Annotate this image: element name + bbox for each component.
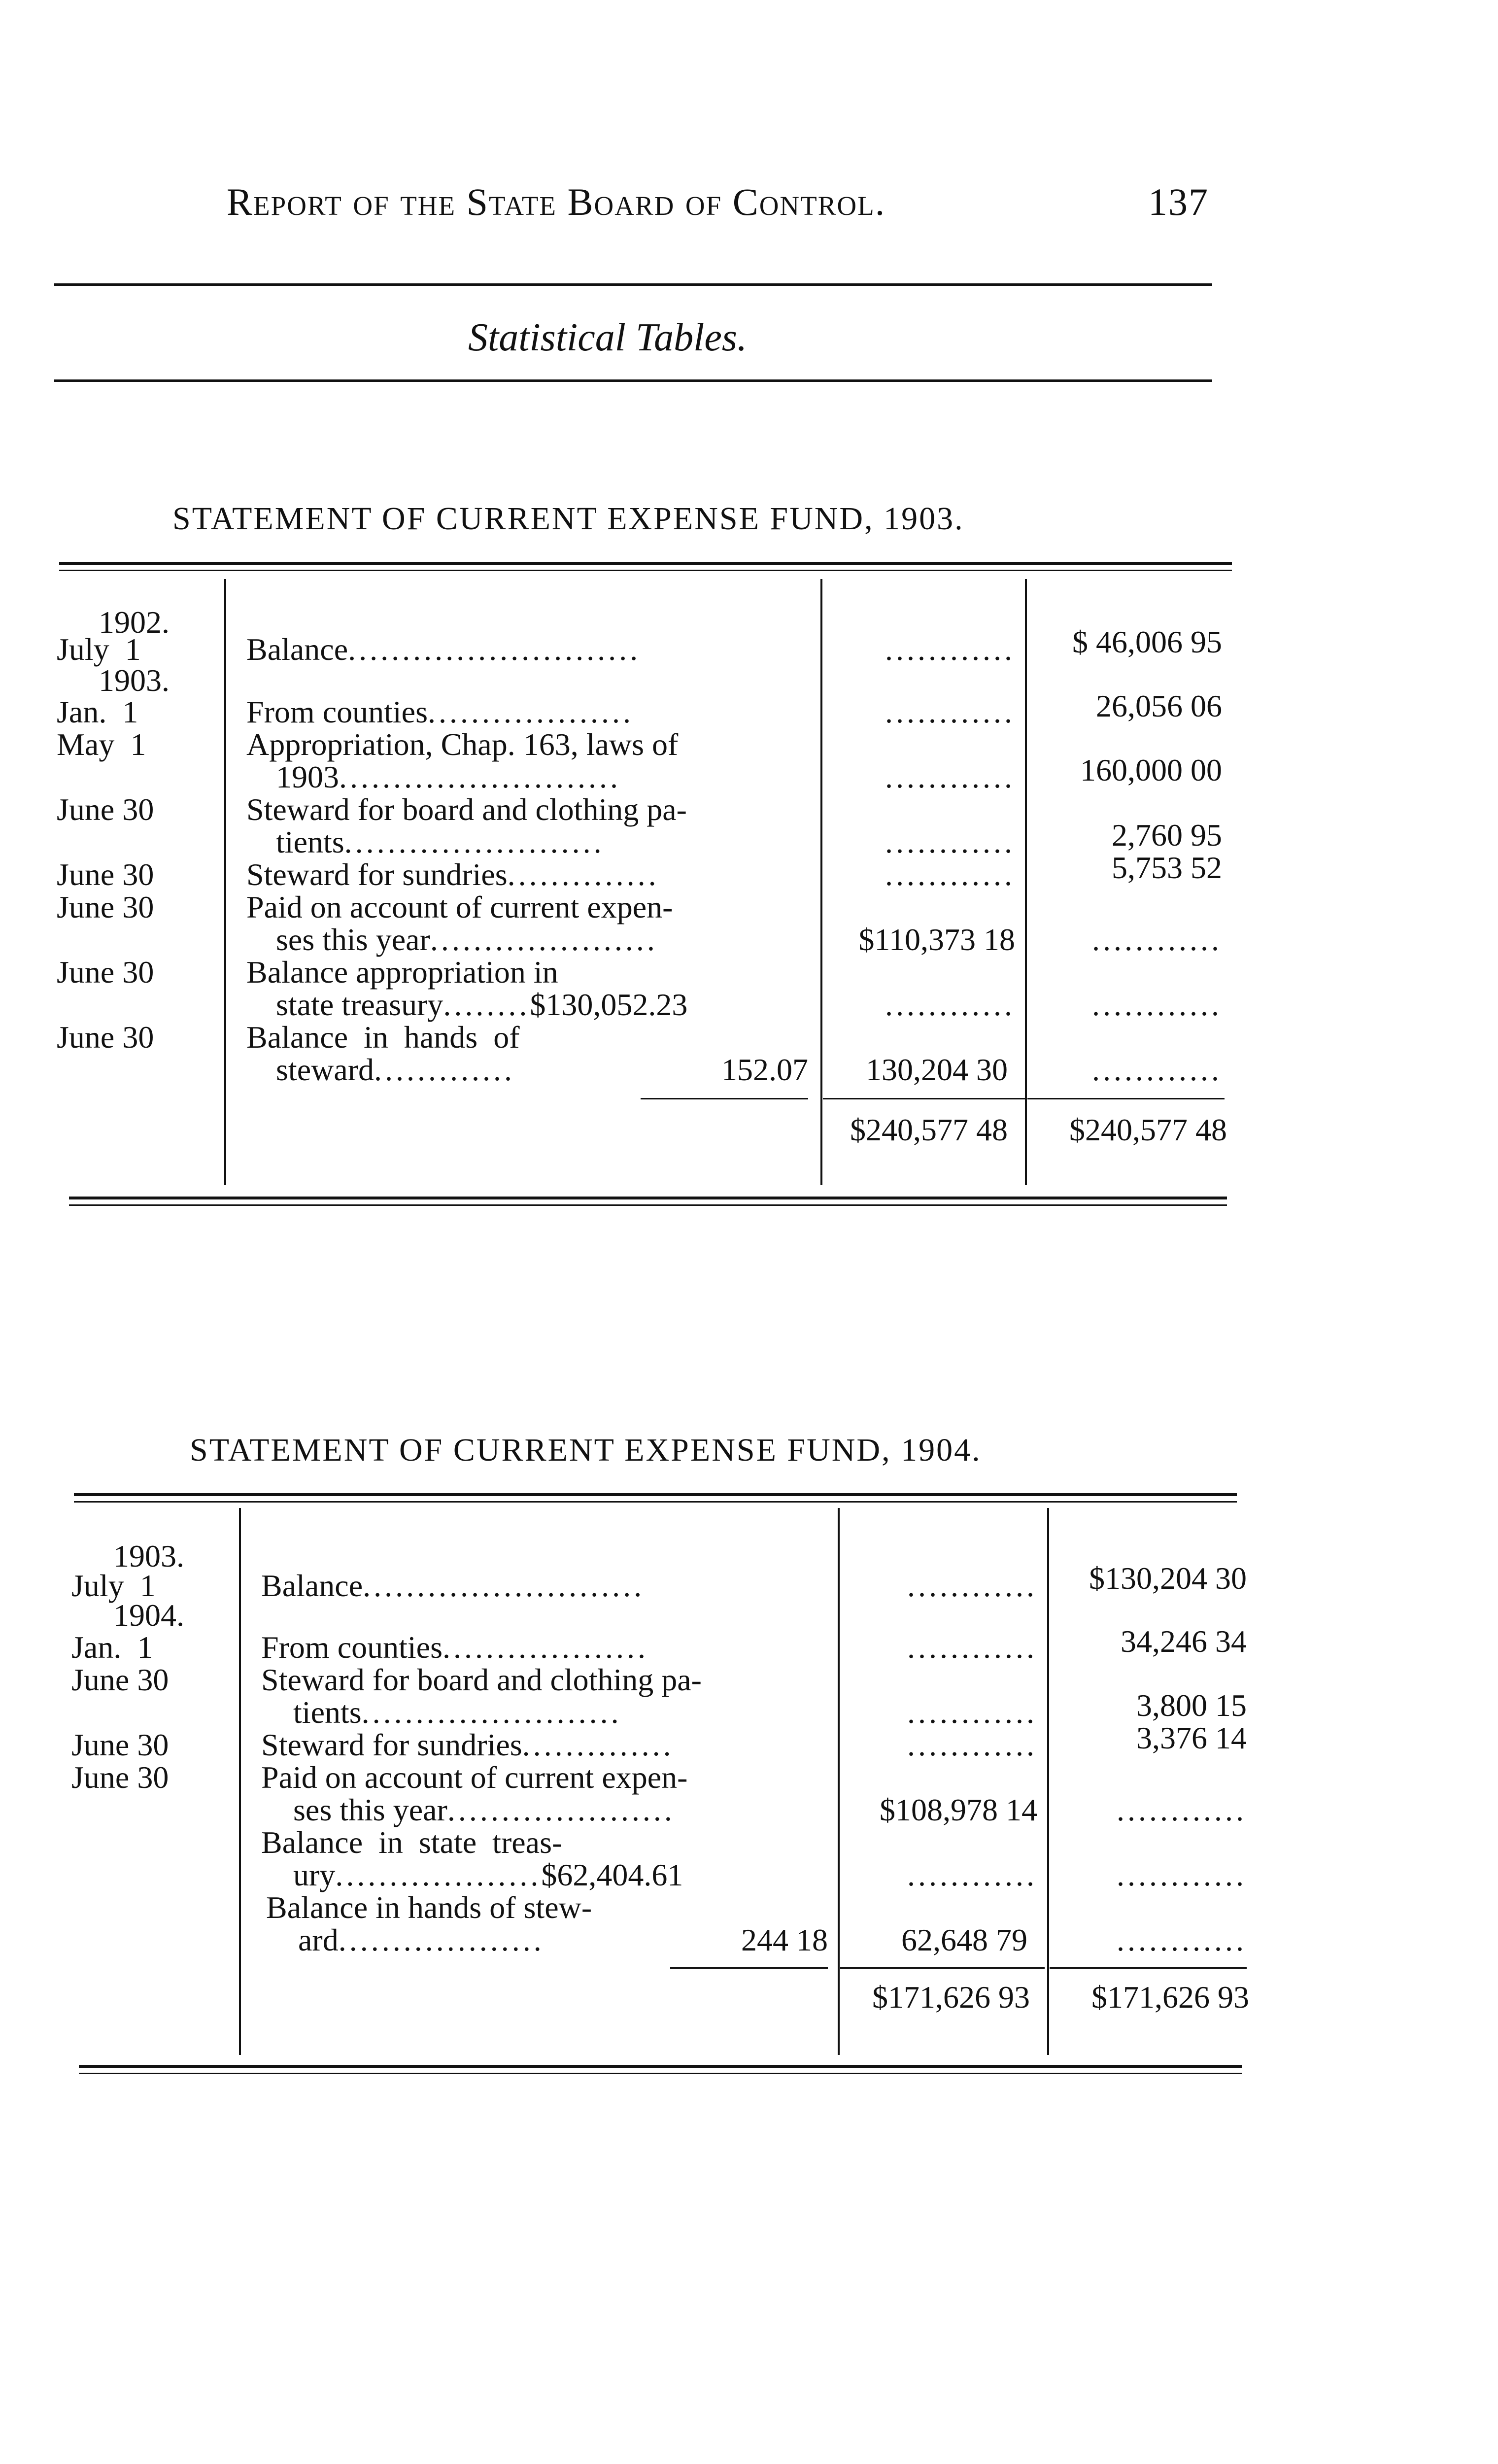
page-number: 137 [1148,180,1209,223]
leader-dots: ........ [443,987,530,1022]
table-row-desc-cont [293,1859,683,1891]
table-1903-total-mid: $240,577 48 [850,1112,1008,1147]
table-row-desc-text: tients [293,1695,362,1730]
table-row-desc-cont [293,1696,622,1729]
table-row-right: $ 46,006 95 [1072,624,1222,659]
table-row-date: July 1 [57,632,141,667]
leader-dots: ................... [442,1630,648,1665]
table-row-right: 5,753 52 [1112,850,1222,885]
table-row-desc [261,1631,648,1664]
table-row-desc-text: ses this year [276,922,430,957]
table-row-right: $130,204 30 [1089,1561,1247,1596]
table-row-desc-cont [298,1924,545,1956]
sum-rule [670,1967,828,1969]
table-row-right: ............ [1092,987,1222,1022]
table-row-desc-text: Steward for sundries [261,1727,522,1762]
table-1904-title: STATEMENT OF CURRENT EXPENSE FUND, 1904. [190,1432,982,1468]
leader-dots: ........................ [344,824,605,859]
table-1904-year-1904: 1904. [113,1598,184,1633]
table-1903-year-1903: 1903. [99,663,170,698]
table-row-date: June 30 [71,1760,169,1795]
table-row-desc [261,1729,674,1761]
table-row-right: 3,800 15 [1136,1688,1247,1723]
table-row-mid: ............ [907,1727,1037,1762]
table-row-inner-amount: $130,052.23 [530,987,688,1022]
table-row-desc-text: Steward for sundries [246,857,508,892]
section-subtitle: Statistical Tables. [468,316,748,359]
table-1903-year-1902: 1902. [99,605,170,640]
table-row-mid: ............ [907,1857,1037,1892]
table-1903-title: STATEMENT OF CURRENT EXPENSE FUND, 1903. [172,501,964,537]
table-row-desc-text: From counties [246,694,428,729]
table-row-date: June 30 [57,1020,154,1055]
table-row-date: May 1 [57,727,146,762]
leader-dots: ............. [374,1052,515,1087]
table-row-mid: ............ [885,759,1015,794]
leader-dots: ................... [427,694,634,729]
table-row-right: ............ [1092,1052,1222,1087]
table-row-mid: 62,648 79 [901,1922,1027,1957]
leader-dots: ..................... [430,922,658,957]
table-row-mid: ............ [907,1630,1037,1665]
table-row-desc: Paid on account of current expen- [261,1760,688,1795]
table-row-desc-text: state treasury [276,987,443,1022]
table-row-date: July 1 [71,1568,156,1603]
table-row-mid: ............ [885,987,1015,1022]
leader-dots: ........................... [348,632,641,667]
table-row-date: June 30 [71,1662,169,1697]
table-row-desc: Steward for board and clothing pa- [246,792,687,827]
leader-dots: .......................... [363,1568,645,1603]
table-row-desc: Balance appropriation in [246,955,558,990]
table-row-desc-text: tients [276,824,344,859]
running-title: Report of the State Board of Control. [227,180,886,223]
leader-dots: ................... [335,1857,542,1892]
leader-dots: .............. [507,857,659,892]
table-row-desc: Balance in hands of stew- [266,1890,592,1925]
table-row-desc: Balance in state treas- [261,1825,563,1860]
table-row-desc-text: steward [276,1052,374,1087]
table-row-right: ............ [1117,1857,1247,1892]
table-row-desc-text: From counties [261,1630,443,1665]
table-1904-bottom-rule-2 [79,2073,1242,2074]
table-row-desc-text: ses this year [293,1792,447,1827]
leader-dots: ........................ [361,1695,622,1730]
table-1904-year-1903: 1903. [113,1539,184,1574]
table-row-desc: Balance in hands of [246,1020,520,1055]
table-row-mid: ............ [885,824,1015,859]
sum-rule [840,1967,1045,1969]
table-row-right: ............ [1117,1792,1247,1827]
table-row-mid: ............ [885,632,1015,667]
table-1904-col-rule-3 [1047,1508,1049,2055]
table-row-desc: Appropriation, Chap. 163, laws of [246,727,679,762]
table-row-right: 2,760 95 [1112,818,1222,853]
table-row-date: Jan. 1 [57,694,138,729]
leader-dots: ................... [338,1922,545,1957]
table-row-date: June 30 [57,890,154,924]
table-row-right: 26,056 06 [1096,688,1222,723]
table-1904-col-rule-1 [239,1508,241,2055]
table-row-inner-amount: 152.07 [721,1052,808,1087]
table-row-mid: ............ [907,1695,1037,1730]
table-row-date: June 30 [71,1727,169,1762]
table-row-date: Jan. 1 [71,1630,153,1665]
table-row-desc-text: Balance [261,1568,363,1603]
table-row-desc: Paid on account of current expen- [246,890,673,924]
sum-rule [1050,1967,1247,1969]
table-row-desc-text: 1903 [276,759,339,794]
table-row-mid: ............ [885,694,1015,729]
table-1904-col-rule-2 [838,1508,840,2055]
table-row-mid: ............ [907,1568,1037,1603]
table-1904-total-mid: $171,626 93 [872,1980,1030,2015]
table-row-mid: 130,204 30 [866,1052,1008,1087]
table-row-desc: Steward for board and clothing pa- [261,1662,702,1697]
leader-dots: ..................... [447,1792,675,1827]
table-row-inner-amount: $62,404.61 [541,1857,683,1892]
table-row-desc-text: Balance [246,632,348,667]
table-row-right: 3,376 14 [1136,1720,1247,1755]
table-row-right: 160,000 00 [1080,753,1222,787]
table-row-date: June 30 [57,857,154,892]
table-1904-bottom-rule [79,2065,1242,2068]
table-row-mid: $110,373 18 [858,922,1015,957]
table-row-desc [261,1570,645,1602]
table-1903-total-right: $240,577 48 [1069,1112,1227,1147]
table-row-mid: ............ [885,857,1015,892]
leader-dots: .......................... [339,759,621,794]
table-row-desc-text: ard [298,1922,339,1957]
table-1904-total-right: $171,626 93 [1091,1980,1249,2015]
table-row-date: June 30 [57,955,154,990]
table-row-right: ............ [1117,1922,1247,1957]
table-row-right: ............ [1092,922,1222,957]
table-row-date: June 30 [57,792,154,827]
table-row-inner-amount: 244 18 [741,1922,828,1957]
table-row-right: 34,246 34 [1121,1624,1247,1659]
table-row-desc-text: ury [293,1857,336,1892]
leader-dots: .............. [522,1727,674,1762]
table-row-desc-cont [293,1794,675,1826]
table-row-mid: $108,978 14 [880,1792,1037,1827]
